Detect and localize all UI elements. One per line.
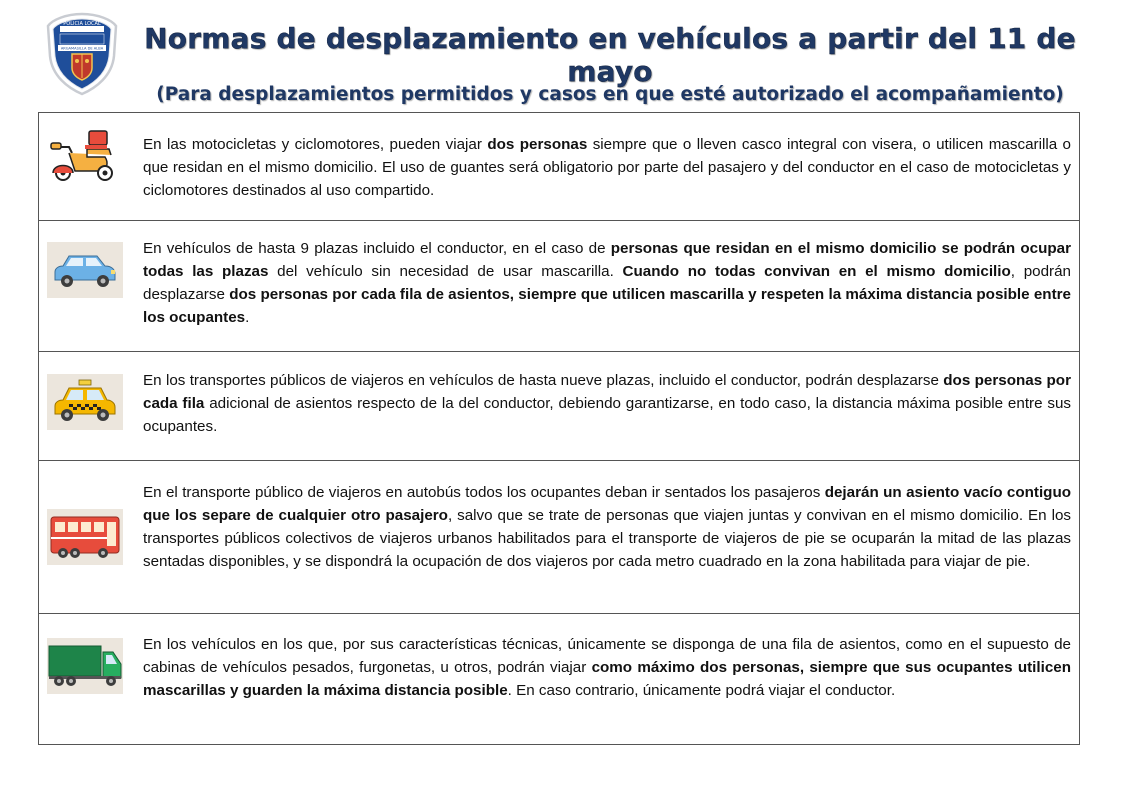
logo-top-text: POLICIA LOCAL <box>63 21 101 27</box>
rule-text-segment: adicional de asientos respecto de la del conductor, debiendo garantizarse, en todo caso, la distancia máxima posible entre sus ocupantes. <box>143 395 1072 435</box>
rule-text-bold: dos personas por cada fila de asientos, siempre que utilicen mascarilla y respeten la máxima distancia posible entre los ocupantes <box>143 286 1071 326</box>
bus-icon <box>47 509 123 565</box>
rule-text-segment: . En caso contrario, únicamente podrá viajar el conductor. <box>507 682 896 699</box>
rule-row-truck <box>39 614 1079 745</box>
scooter-icon <box>47 127 123 183</box>
rule-text-bold: dos personas <box>487 136 588 153</box>
rule-text-segment: siempre que o lleven casco integral con visera, o utilicen mascarilla o que residan en el mismo domicilio. El uso de guantes será obligatorio por parte del pasajero y del conductor en el caso de motocicletas y ciclomotores destinados al uso compartido. <box>143 136 1072 199</box>
rule-row-taxi <box>39 352 1079 461</box>
rule-text <box>143 633 1071 702</box>
rule-text-segment: , podrán desplazarse <box>143 263 1071 303</box>
rule-text <box>143 481 1071 573</box>
rule-row-car <box>39 221 1079 352</box>
taxi-icon <box>47 374 123 430</box>
rule-text-segment: , salvo que se trate de personas que viajen juntas y convivan en el mismo domicilio. En los transportes públicos colectivos de viajeros urbanos habilitados para el transporte de viajeros de pie se ocuparán la mitad de las plazas sentadas disponibles, y se dispondrá la ocupación de dos viajeros por cada metro cuadrado en la zona habilitada para viajar de pie. <box>143 507 1071 570</box>
page-subtitle: (Para desplazamientos permitidos y casos en que esté autorizado el acompañamiento) <box>156 84 1064 105</box>
rule-text-bold: dejarán un asiento vacío contiguo que los separe de cualquier otro pasajero <box>143 484 1071 524</box>
rule-text-segment: En el transporte público de viajeros en autobús todos los ocupantes deban ir sentados los pasajeros <box>143 484 825 501</box>
rule-row-motorcycle <box>39 113 1079 221</box>
rule-text-segment: En los transportes públicos de viajeros en vehículos de hasta nueve plazas, incluido el conductor, podrán desplazarse <box>143 372 944 389</box>
rule-text <box>143 237 1071 329</box>
rule-text-bold: como máximo dos personas, siempre que sus ocupantes utilicen mascarillas y guarden la máxima distancia posible <box>143 659 1071 699</box>
rule-text-segment: En vehículos de hasta 9 plazas incluido el conductor, en el caso de <box>143 240 611 257</box>
rule-text-bold: Cuando no todas convivan en el mismo domicilio <box>622 263 1011 280</box>
page-title: Normas de desplazamiento en vehículos a partir del 11 de mayo <box>144 22 1076 88</box>
rule-text-bold: dos personas por cada fila <box>143 372 1071 412</box>
rule-text-segment: En los vehículos en los que, por sus características técnicas, únicamente se disponga de una fila de asientos, como en el supuesto de cabinas de vehículos pesados, furgonetas, u otros, podrán viajar <box>143 636 1071 676</box>
rule-text <box>143 369 1071 438</box>
rule-text-segment: del vehículo sin necesidad de usar mascarilla. <box>268 263 623 280</box>
rule-text-bold: personas que residan en el mismo domicilio se podrán ocupar todas las plazas <box>143 240 1071 280</box>
rules-table <box>38 112 1080 745</box>
police-badge-logo <box>46 12 118 96</box>
rule-text-segment: En las motocicletas y ciclomotores, pueden viajar <box>143 136 488 153</box>
rule-row-bus <box>39 461 1079 614</box>
logo-band-text: ARGAMASILLA DE ALBA <box>60 46 104 51</box>
rule-text <box>143 133 1071 202</box>
truck-icon <box>47 638 123 694</box>
rule-text-segment: . <box>245 309 250 326</box>
car-icon <box>47 242 123 298</box>
